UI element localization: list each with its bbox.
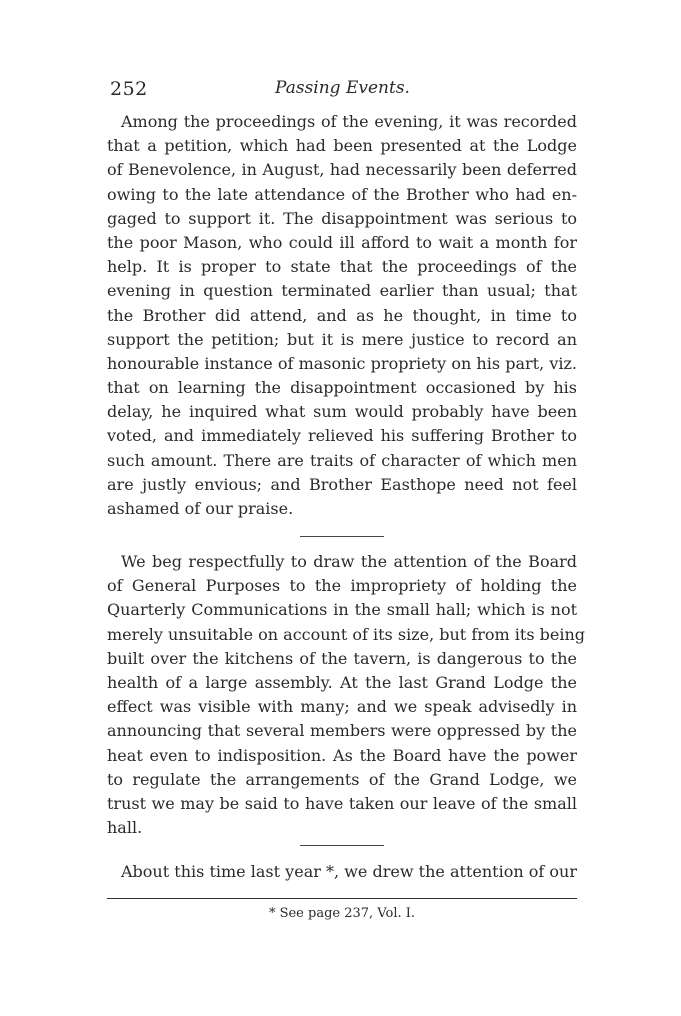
paragraph-line: heat even to indisposition. As the Board have the power xyxy=(107,745,577,765)
paragraph-line: support the petition; but it is mere justice to record an xyxy=(107,329,577,349)
section-divider xyxy=(300,536,384,537)
paragraph-line: We beg respectfully to draw the attention of the Board xyxy=(121,552,577,571)
paragraph-line: voted, and immediately relieved his suffering Brother to xyxy=(107,426,577,446)
paragraph-line: the Brother did attend, and as he thought, in time to xyxy=(107,305,577,325)
footnote-divider xyxy=(107,898,577,899)
section-divider xyxy=(300,845,384,846)
paragraph-2 xyxy=(107,550,585,840)
paragraph-line: of Benevolence, in August, had necessarily been deferred xyxy=(107,160,577,180)
paragraph-line: help. It is proper to state that the proceedings of the xyxy=(107,257,577,277)
paragraph-1 xyxy=(107,110,577,521)
paragraph-line: merely unsuitable on account of its size, but from its being xyxy=(107,624,585,644)
footnote: * See page 237, Vol. I. xyxy=(268,906,416,921)
paragraph-line: gaged to support it. The disappointment was serious to xyxy=(107,208,577,228)
paragraph-line: delay, he inquired what sum would probably have been xyxy=(107,402,577,422)
paragraph-line: to regulate the arrangements of the Grand Lodge, we xyxy=(107,769,577,789)
paragraph-line: effect was visible with many; and we speak advisedly in xyxy=(107,697,577,717)
page-number: 252 xyxy=(110,78,148,100)
paragraph-line: evening in question terminated earlier than usual; that xyxy=(107,281,577,301)
paragraph-line: Among the proceedings of the evening, it was recorded xyxy=(121,112,577,131)
paragraph-line: honourable instance of masonic propriety on his part, viz. xyxy=(107,353,577,373)
paragraph-line: the poor Mason, who could ill afford to wait a month for xyxy=(107,232,577,252)
paragraph-line: such amount. There are traits of character of which men xyxy=(107,450,577,470)
paragraph-line: hall. xyxy=(107,818,143,838)
running-title: Passing Events. xyxy=(275,78,410,98)
paragraph-line: ashamed of our praise. xyxy=(107,499,294,518)
paragraph-line: owing to the late attendance of the Brother who had en- xyxy=(107,184,577,204)
paragraph-line: are justly envious; and Brother Easthope need not feel xyxy=(107,474,577,494)
paragraph-line: that on learning the disappointment occasioned by his xyxy=(107,378,577,398)
paragraph-line: About this time last year *, we drew the attention of our xyxy=(121,862,577,881)
paragraph-line: of General Purposes to the impropriety of holding the xyxy=(107,576,577,596)
paragraph-3 xyxy=(107,860,577,884)
paragraph-line: announcing that several members were oppressed by the xyxy=(107,721,577,741)
paragraph-line: built over the kitchens of the tavern, is dangerous to the xyxy=(107,648,577,668)
paragraph-line: Quarterly Communications in the small hall; which is not xyxy=(107,600,577,620)
page-header xyxy=(110,78,575,102)
paragraph-line: trust we may be said to have taken our leave of the small xyxy=(107,793,577,813)
paragraph-line: that a petition, which had been presented at the Lodge xyxy=(107,136,577,156)
paragraph-line: health of a large assembly. At the last Grand Lodge the xyxy=(107,672,577,692)
